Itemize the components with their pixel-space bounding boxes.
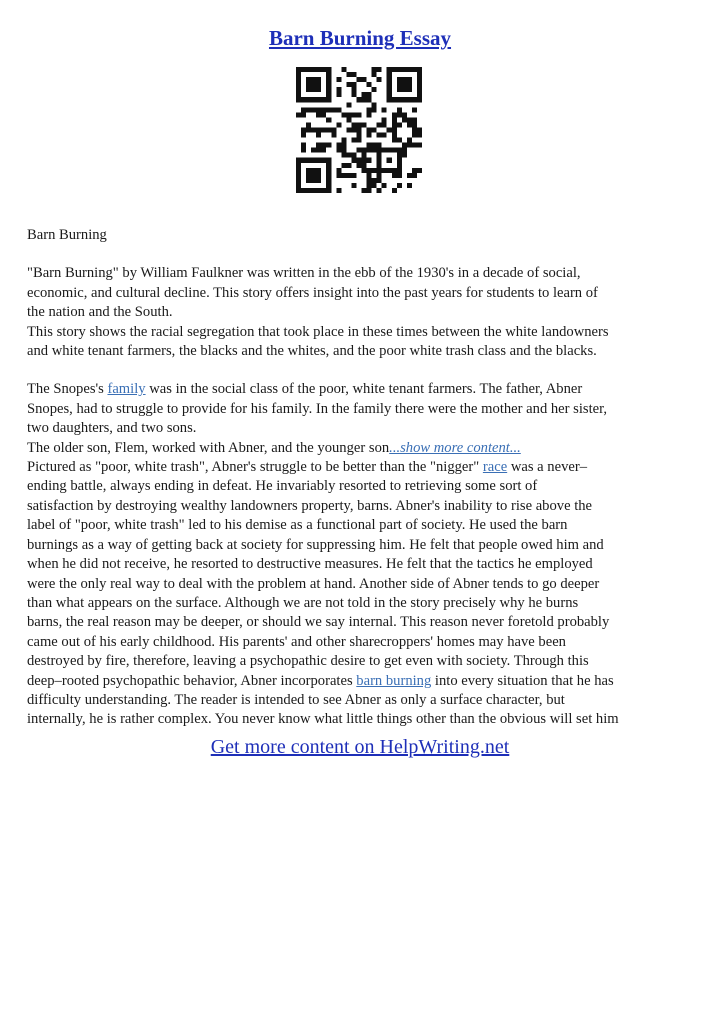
essay-line: two daughters, and two sons. [27, 420, 197, 437]
essay-line: the nation and the South. [27, 304, 173, 321]
essay-line: label of "poor, white trash" led to his demise as a functional part of society. He used the barn [27, 517, 568, 534]
essay-line: economic, and cultural decline. This story offers insight into the past years for students to learn of [27, 284, 598, 301]
barn-burning-link[interactable]: barn burning [356, 672, 432, 689]
essay-line: than what appears on the surface. Although we are not told in the story precisely why he burns [27, 594, 579, 611]
qr-code-icon [296, 67, 422, 193]
essay-line: destroyed by fire, therefore, leaving a psychopathic desire to get even with society. Through this [27, 653, 589, 670]
essay-line: satisfaction by destroying wealthy landowners property, barns. Abner's inability to rise above the [27, 497, 593, 514]
essay-line: when he did not receive, he resorted to destructive measures. He felt that the tactics he employed [27, 556, 593, 573]
essay-line: barns, the real reason may be deeper, or should we say internal. This reason never foretold probably [27, 614, 610, 631]
essay-body [27, 226, 695, 730]
get-more-content-link[interactable]: Get more content on HelpWriting.net [210, 736, 510, 758]
essay-line: and white tenant farmers, the blacks and the whites, and the poor white trash class and the blacks. [27, 343, 597, 360]
essay-line: burnings as a way of getting back at society for suppressing him. He felt that people owed him and [27, 536, 604, 553]
essay-line: difficulty understanding. The reader is intended to see Abner as only a surface character, but [27, 691, 565, 708]
essay-line: "Barn Burning" by William Faulkner was written in the ebb of the 1930's in a decade of social, [27, 265, 581, 282]
essay-line: ending battle, always ending in defeat. He invariably resorted to retrieving some sort of [27, 478, 538, 495]
race-link[interactable]: race [482, 459, 508, 476]
essay-heading: Barn Burning [27, 227, 107, 243]
essay-line: came out of his early childhood. His parents' and other sharecroppers' homes may have been [27, 633, 566, 650]
essay-line: The Snopes's family was in the social class of the poor, white tenant farmers. The father, Abner [27, 381, 583, 398]
essay-line: This story shows the racial segregation that took place in these times between the white landowners [27, 323, 609, 340]
family-link[interactable]: family [107, 381, 146, 398]
essay-line: were the only real way to deal with the problem at hand. Another side of Abner tends to go deeper [27, 575, 600, 592]
show-more-link[interactable]: ...show more content... [389, 439, 521, 456]
essay-line: internally, he is rather complex. You never know what little things other than the obvious will set him [27, 711, 619, 728]
page-title[interactable]: Barn Burning Essay [268, 26, 452, 50]
essay-line: Snopes, had to struggle to provide for his family. In the family there were the mother and her sister, [27, 400, 608, 417]
essay-line: The older son, Flem, worked with Abner, and the younger son...show more content... [27, 439, 521, 456]
essay-line: Pictured as "poor, white trash", Abner's struggle to be better than the "nigger" race was a never– [27, 459, 588, 476]
essay-line: deep–rooted psychopathic behavior, Abner incorporates barn burning into every situation that he has [27, 672, 614, 689]
